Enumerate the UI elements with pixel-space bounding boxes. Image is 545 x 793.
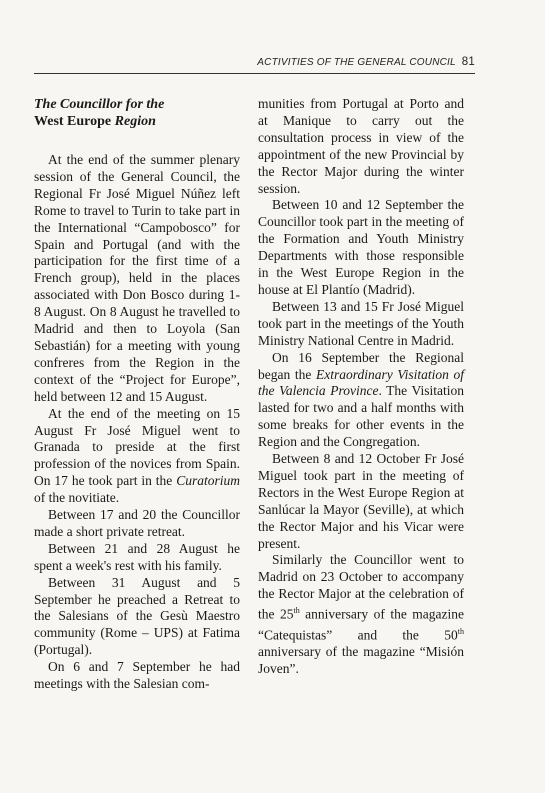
paragraph: munities from Portugal at Porto and at Manique to carry out the consultation process in view of the appointment of the new Provincial by the Rector Major during the winter session. <box>258 96 464 196</box>
paragraph: Between 21 and 28 August he spent a week's rest with his family. <box>34 540 240 573</box>
page-number: 81 <box>461 56 475 68</box>
header-rule <box>34 73 475 74</box>
paragraph: Between 31 August and 5 September he preached a Retreat to the Salesians of the Gesù Maestro community (Rome – UPS) at Fatima (Portugal). <box>34 574 240 658</box>
paragraph: Between 17 and 20 the Councillor made a short private retreat. <box>34 507 240 539</box>
heading-line2a: West Europe <box>34 114 115 129</box>
paragraph: Between 13 and 15 Fr José Miguel took part in the meetings of the Youth Ministry National Centre in Madrid. <box>258 298 464 348</box>
paragraph: Between 10 and 12 September the Councillor took part in the meeting of the Formation and Youth Ministry Departments with those responsible in the West Europe Region in the house at El Plantío (Madrid). <box>258 197 464 297</box>
paragraph: Similarly the Councillor went to Madrid on 23 October to accompany the Rector Major at the celebration of the 25th anniversary of the magazine “Catequistas” and the 50th anniversary of the magazine “Misión Joven”. <box>258 552 464 676</box>
paragraph: On 16 September the Regional began the Extraordinary Visitation of the Valencia Province. The Visitation lasted for two and a half months with some breaks for other events in the Region and the Congregation. <box>258 349 464 450</box>
paragraph: Between 8 and 12 October Fr José Miguel took part in the meeting of Rectors in the West Europe Region at Sanlúcar la Mayor (Seville), at which the Rector Major and his Vicar were present. <box>258 451 464 551</box>
left-column <box>34 96 240 693</box>
paragraph: On 6 and 7 September he had meetings with the Salesian com- <box>34 659 240 692</box>
heading-line1: The Councillor for the <box>34 97 165 112</box>
running-header <box>34 56 475 68</box>
right-column <box>258 96 464 678</box>
paragraph: At the end of the summer plenary session of the General Council, the Regional Fr José Miguel Núñez left Rome to travel to Turin to take part in the International “Campobosco” for Spain and Portugal (and with the participation for the first time of a French group), held in the places associated with Don Bosco during 1-8 August. On 8 August he travelled to Madrid and then to Loyola (San Sebastián) for a meeting with young confreres from the Region in the context of the “Project for Europe”, held between 12 and 15 August. <box>34 152 240 404</box>
running-title: ACTIVITIES OF THE GENERAL COUNCIL <box>257 57 456 68</box>
section-heading <box>34 96 240 130</box>
paragraph: At the end of the meeting on 15 August Fr José Miguel went to Granada to preside at the first profession of the novices from Spain. On 17 he took part in the Curatorium of the novitiate. <box>34 405 240 506</box>
heading-line2b: Region <box>114 114 156 129</box>
